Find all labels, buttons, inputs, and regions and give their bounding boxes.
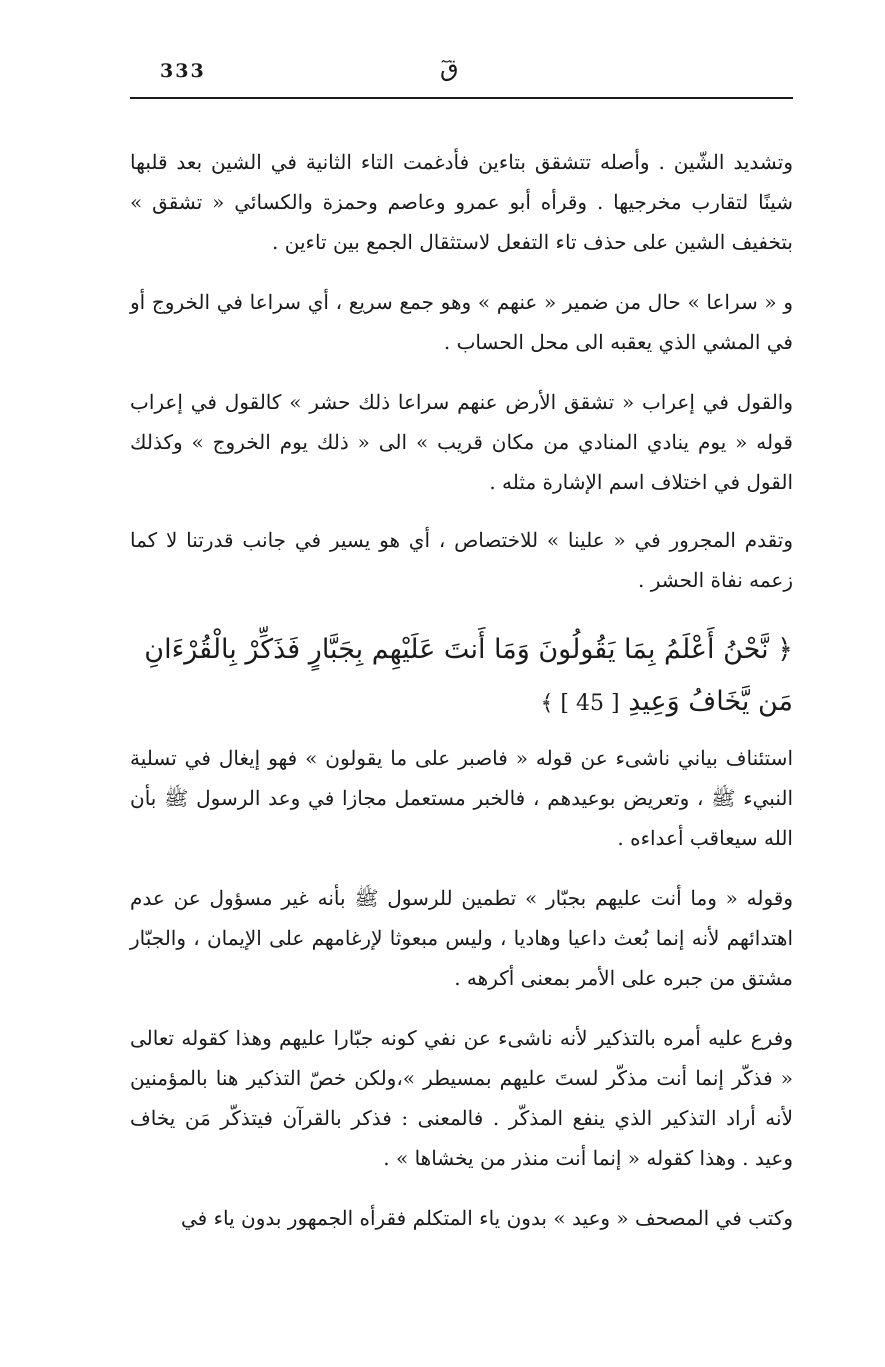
verse-number: [ 45 ] ﴾ xyxy=(540,691,620,716)
paragraph: وتشديد الشّين . وأصله تتشقق بتاءين فأدغمت التاء الثانية في الشين بعد قلبها شينًا لتقارب مخرجيها . وقرأه أبو عمرو وعاصم وحمزة والكسائي « تشقق » بتخفيف الشين على حذف تاء التفعل لاستثقال الجمع بين تاءين . xyxy=(130,150,793,254)
page-header xyxy=(130,52,793,100)
verse-text: ﴿ نَّحْنُ أَعْلَمُ بِمَا يَقُولُونَ وَمَا أَنتَ عَلَيْهِم بِجَبَّارٍ فَذَكِّرْ بِالْقُرْءَانِ مَن يَّخَافُ وَعِيدِ xyxy=(144,634,793,717)
paragraph: وقوله « وما أنت عليهم بجبّار » تطمين للرسول ﷺ بأنه غير مسؤول عن عدم اهتدائهم لأنه إنما بُعث داعيا وهاديا ، وليس مبعوثا لإرغامهم على الإيمان ، والجبّار مشتق من جبره على الأمر بمعنى أكرهه . xyxy=(130,886,793,990)
paragraph: و « سراعا » حال من ضمير « عنهم » وهو جمع سريع ، أي سراعا في الخروج أو في المشي الذي يعقبه الى محل الحساب . xyxy=(130,290,793,354)
surah-name: قٓ xyxy=(440,54,459,82)
header-rule xyxy=(130,97,793,99)
paragraph: وفرع عليه أمره بالتذكير لأنه ناشىء عن نفي كونه جبّارا عليهم وهذا كقوله تعالى « فذكّر إنما أنت مذكّر لستَ عليهم بمسيطر »،ولكن خصّ التذكير هنا بالمؤمنين لأنه أراد التذكير الذي ينفع المذكّر . فالمعنى : فذكر بالقرآن فيتذكّر مَن يخاف وعيد . وهذا كقوله « إنما أنت منذر من يخشاها » . xyxy=(130,1026,793,1170)
paragraph: استئناف بياني ناشىء عن قوله « فاصبر على ما يقولون » فهو إيغال في تسلية النبيء ﷺ ، وتعريض بوعيدهم ، فالخبر مستعمل مجازا في وعد الرسول ﷺ بأن الله سيعاقب أعداءه . xyxy=(130,746,794,850)
quran-verse xyxy=(130,624,793,730)
page-number: 333 xyxy=(160,60,206,82)
paragraph: وكتب في المصحف « وعيد » بدون ياء المتكلم فقرأه الجمهور بدون ياء في xyxy=(181,1206,793,1230)
paragraph: وتقدم المجرور في « علينا » للاختصاص ، أي هو يسير في جانب قدرتنا لا كما زعمه نفاة الحشر . xyxy=(130,528,793,592)
paragraph: والقول في إعراب « تشقق الأرض عنهم سراعا ذلك حشر » كالقول في إعراب قوله « يوم ينادي المنادي من مكان قريب » الى « ذلك يوم الخروج » وكذلك القول في اختلاف اسم الإشارة مثله . xyxy=(130,390,793,494)
